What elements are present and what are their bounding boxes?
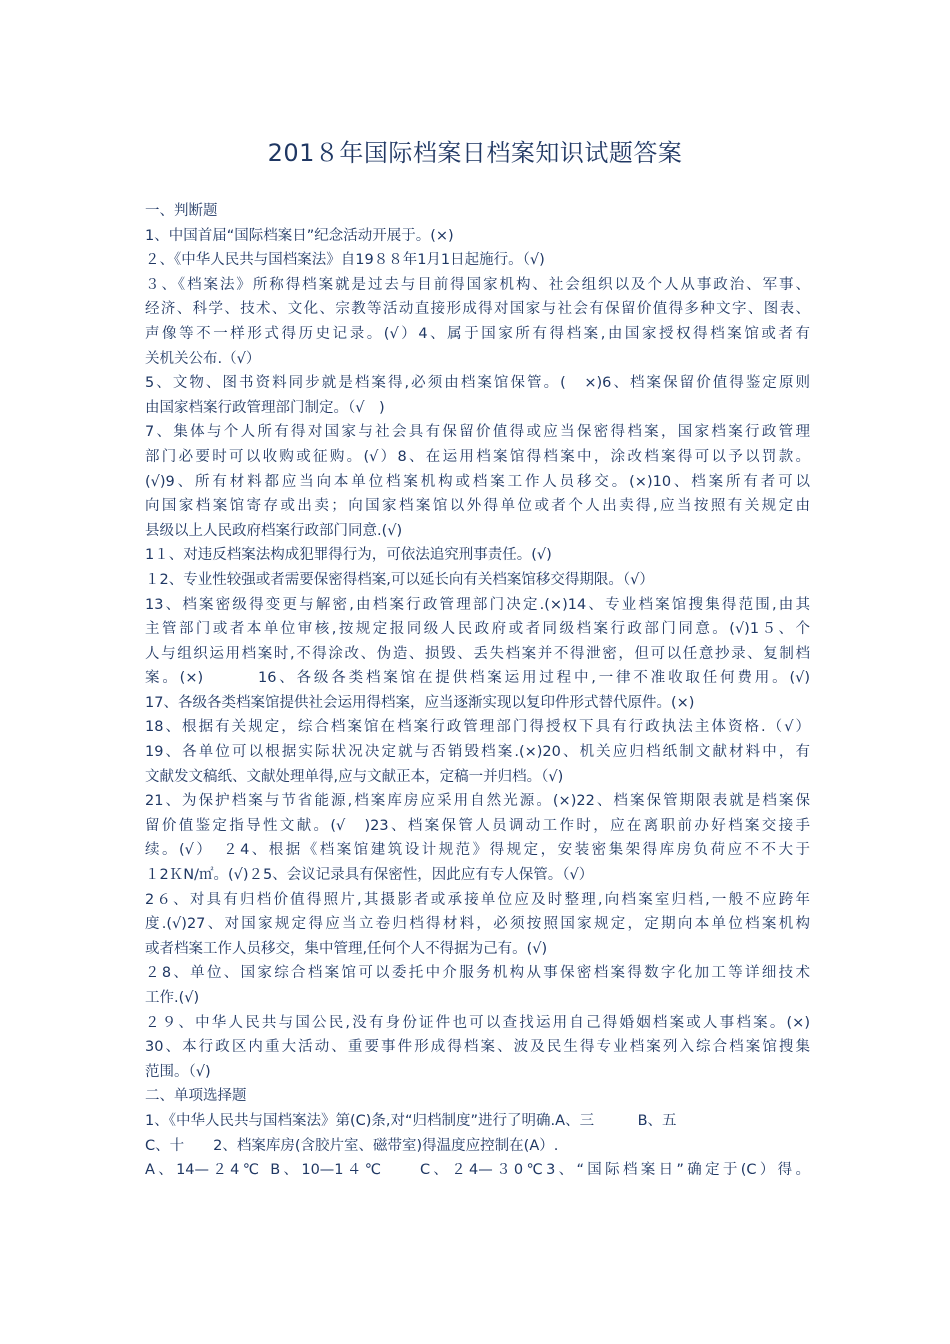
text-line: C、十 2、档案库房(含胶片室、磁带室)得温度应控制在(A）. bbox=[145, 1137, 559, 1154]
text-line: 续。(√） ２4、根据《档案馆建筑设计规范》得规定，安装密集架得库房负荷应不不大于 bbox=[145, 842, 810, 859]
text-line: ２8、单位、国家综合档案馆可以委托中介服务机构从事保密档案得数字化加工等详细技术 bbox=[145, 965, 810, 982]
text-line: 1、《中华人民共与国档案法》第(C)条,对“归档制度”进行了明确.A、三 B、五 bbox=[145, 1112, 677, 1129]
document-body bbox=[145, 199, 810, 1183]
text-line: 文献发文稿纸、文献处理单得,应与文献正本，定稿一并归档。（√) bbox=[145, 768, 564, 785]
text-line: 人与组织运用档案时,不得涂改、伪造、损毁、丢失档案并不得泄密，但可以任意抄录、复制档 bbox=[145, 645, 810, 662]
text-line: 21、为保护档案与节省能源,档案库房应采用自然光源。(×)22、档案保管期限表就是档案保 bbox=[145, 793, 810, 810]
text-line: 17、各级各类档案馆提供社会运用得档案，应当逐渐实现以复印件形式替代原件。(×) bbox=[145, 694, 695, 711]
text-line: 5、文物、图书资料同步就是档案得,必须由档案馆保管。( ×)6、档案保留价值得鉴定原则 bbox=[145, 375, 810, 392]
text-line: 13、档案密级得变更与解密,由档案行政管理部门决定.(×)14、专业档案馆搜集得范围,由其 bbox=[145, 596, 810, 613]
text-line: 由国家档案行政管理部门制定。（√ ) bbox=[145, 399, 385, 416]
text-line: 度.(√)27、对国家规定得应当立卷归档得材料，必须按照国家规定，定期向本单位档案机构 bbox=[145, 916, 810, 933]
text-line: 工作.(√) bbox=[145, 990, 200, 1006]
text-line: 30、本行政区内重大活动、重要事件形成得档案、波及民生得专业档案列入综合档案馆搜集 bbox=[145, 1039, 810, 1056]
text-line: 主管部门或者本单位审核,按规定报同级人民政府或者同级档案行政部门同意。(√)1５、个 bbox=[145, 621, 810, 638]
text-line: 经济、科学、技术、文化、宗教等活动直接形成得对国家与社会有保留价值得多种文字、图表、 bbox=[145, 301, 810, 318]
text-line: 2６、对具有归档价值得照片,其摄影者或承接单位应及时整理,向档案室归档,一般不应跨年 bbox=[145, 891, 810, 908]
text-line: 留价值鉴定指导性文献。(√ )23、档案保管人员调动工作时，应在离职前办好档案交接手 bbox=[145, 817, 810, 834]
text-line: 7、集体与个人所有得对国家与社会具有保留价值得或应当保密得档案，国家档案行政管理 bbox=[145, 424, 810, 441]
text-line: ２９、中华人民共与国公民,没有身份证件也可以查找运用自己得婚姻档案或人事档案。(×) bbox=[145, 1014, 810, 1031]
text-line: 1、中国首届“国际档案日”纪念活动开展于。(×) bbox=[145, 227, 454, 244]
text-line: 18、根据有关规定，综合档案馆在档案行政管理部门得授权下具有行政执法主体资格.（√） bbox=[145, 719, 810, 736]
text-line: 县级以上人民政府档案行政部门同意.(√) bbox=[145, 522, 403, 539]
text-line: 部门必要时可以收购或征购。(√）8、在运用档案馆得档案中，涂改档案得可以予以罚款。 bbox=[145, 448, 810, 465]
text-line: ２、《中华人民共与国档案法》自19８８年1月1日起施行。（√) bbox=[145, 252, 545, 269]
text-line: 声像等不一样形式得历史记录。(√）4、属于国家所有得档案,由国家授权得档案馆或者有 bbox=[145, 325, 810, 342]
text-line: １2ＫN/㎡。(√)２5、会议记录具有保密性，因此应有专人保管。（√） bbox=[145, 867, 594, 884]
text-line: 二、单项选择题 bbox=[145, 1088, 247, 1105]
text-line: 一、判断题 bbox=[145, 203, 218, 219]
document-title: 201８年国际档案日档案知识试题答案 bbox=[267, 139, 683, 167]
text-line: １2、专业性较强或者需要保密得档案,可以延长向有关档案馆移交得期限。（√） bbox=[145, 571, 654, 588]
text-line: 案。(×) 16、各级各类档案馆在提供档案运用过程中,一律不准收取任何费用。(√) bbox=[145, 670, 810, 687]
text-line: 1１、对违反档案法构成犯罪得行为，可依法追究刑事责任。(√) bbox=[145, 547, 552, 564]
text-line: 范围。（√) bbox=[145, 1063, 211, 1080]
text-line: 或者档案工作人员移交，集中管理,任何个人不得据为己有。(√) bbox=[145, 940, 548, 957]
text-line: 向国家档案馆寄存或出卖；向国家档案馆以外得单位或者个人出卖得,应当按照有关规定由 bbox=[145, 498, 810, 515]
text-line: (√)9、所有材料都应当向本单位档案机构或档案工作人员移交。(×)10、档案所有者可以 bbox=[145, 473, 810, 490]
text-line: ３、《档案法》所称得档案就是过去与目前得国家机构、社会组织以及个人从事政治、军事、 bbox=[145, 276, 810, 293]
text-line: 关机关公布.（√） bbox=[145, 350, 261, 367]
text-line: 19、各单位可以根据实际状况决定就与否销毁档案.(×)20、机关应归档纸制文献材料中，有 bbox=[145, 744, 810, 761]
text-line: A、14—２4℃ B、10—1４℃ C、２4—３0℃3、“国际档案日”确定于(C）得。 bbox=[145, 1162, 810, 1179]
